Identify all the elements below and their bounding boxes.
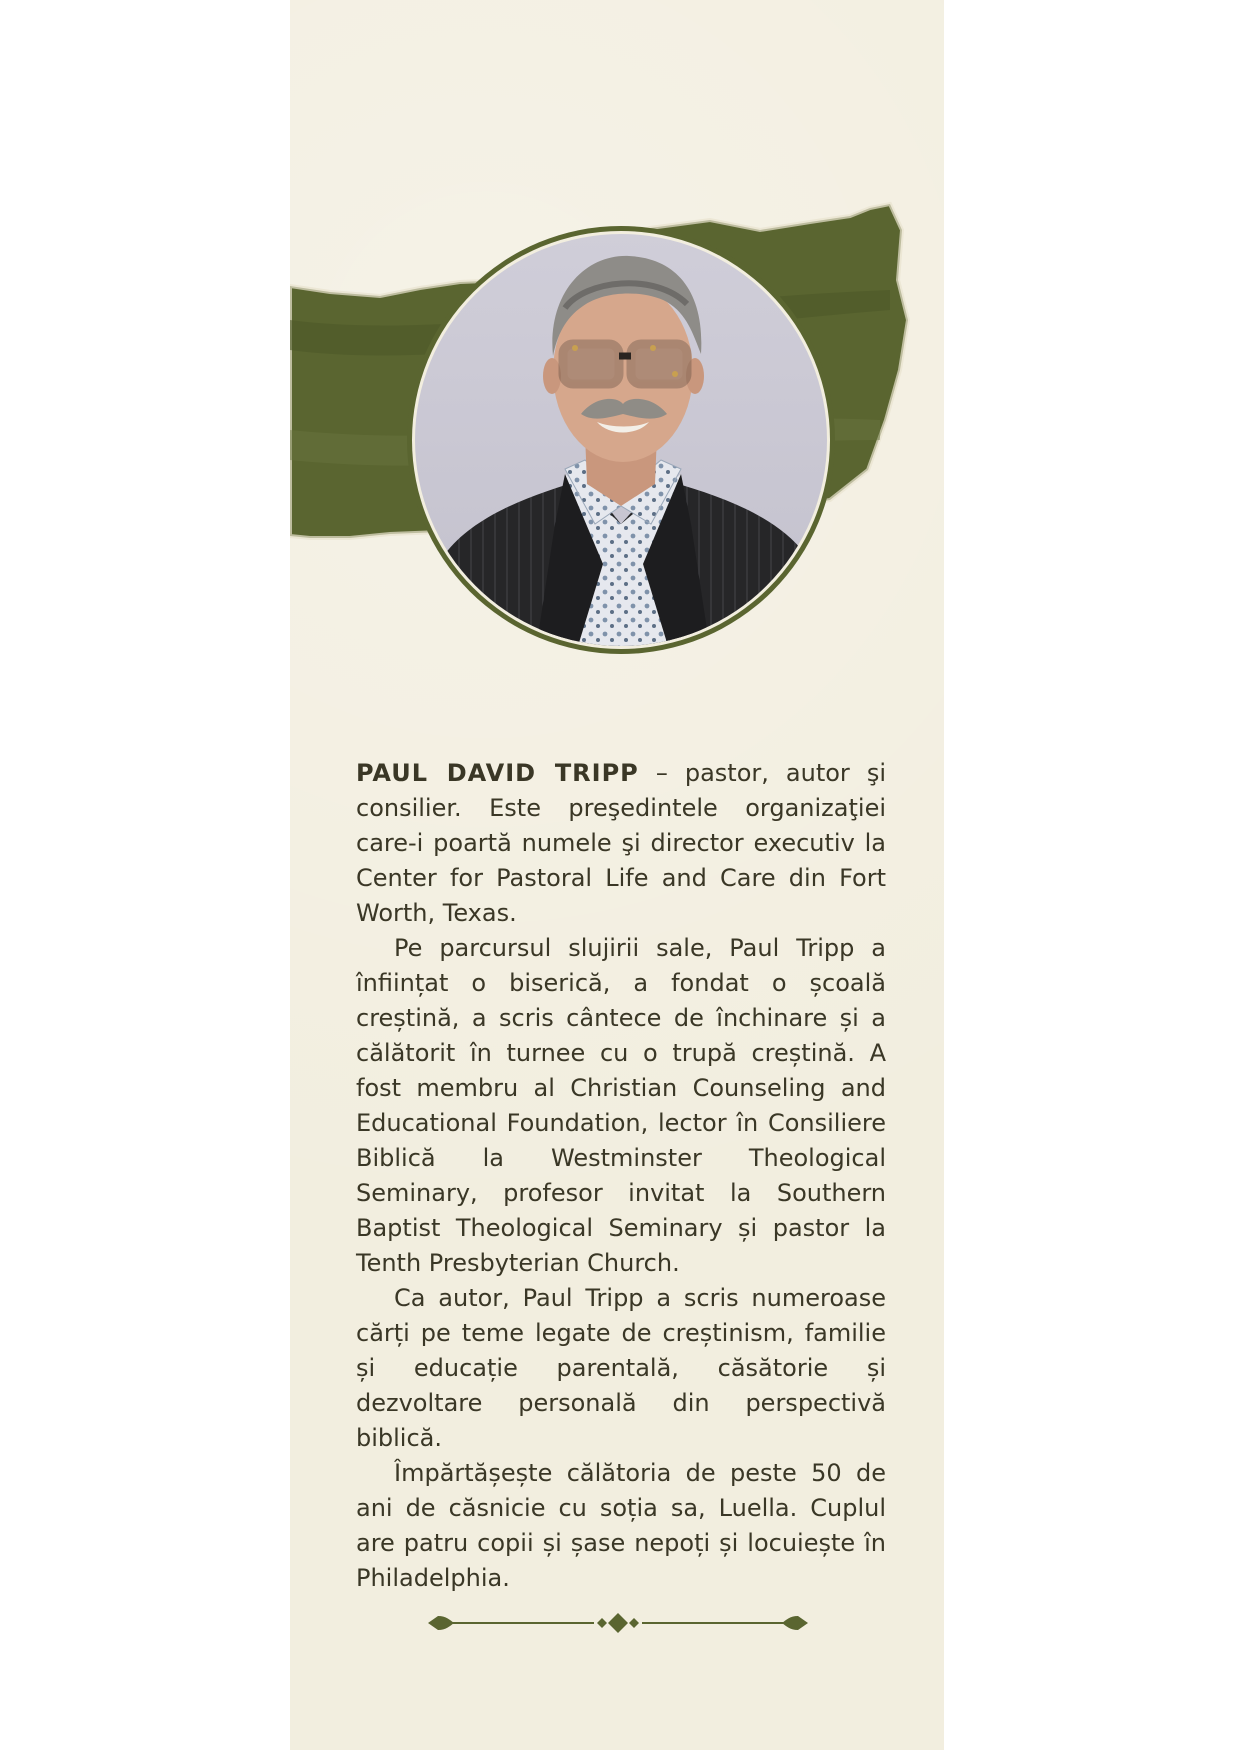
bio-intro-paragraph xyxy=(356,756,886,931)
author-bio xyxy=(356,756,886,1596)
author-portrait xyxy=(405,224,837,656)
bio-paragraph-ministry: Pe parcursul slujirii sale, Paul Tripp a înființat o biserică, a fondat o școală creștină, a scris cântece de închinare și a călătorit în turnee cu o trupă creștină. A fost membru al Christian Counseling and Educational Foundation, lector în Consiliere Biblică la Westminster Theological Seminary, profesor invitat la Southern Baptist Theological Seminary și pastor la Tenth Presbyterian Church. xyxy=(356,934,886,1277)
diamond-divider-ornament-icon xyxy=(428,1608,808,1638)
bio-intro-text: – pastor, autor şi consilier. Este preşedintele organizaţiei care-i poartă numele şi director executiv la Center for Pastoral Life and Care din Fort Worth, Texas. xyxy=(356,759,886,927)
bio-paragraph-family: Împărtășește călătoria de peste 50 de ani de căsnicie cu soția sa, Luella. Cuplul are patru copii și șase nepoți și locuiește în Philadelphia. xyxy=(356,1459,886,1592)
author-name: PAUL DAVID TRIPP xyxy=(356,759,639,787)
book-flap xyxy=(290,0,944,1750)
bio-paragraph-books: Ca autor, Paul Tripp a scris numeroase cărți pe teme legate de creștinism, familie și educație parentală, căsătorie și dezvoltare personală din perspectivă biblică. xyxy=(356,1284,886,1452)
